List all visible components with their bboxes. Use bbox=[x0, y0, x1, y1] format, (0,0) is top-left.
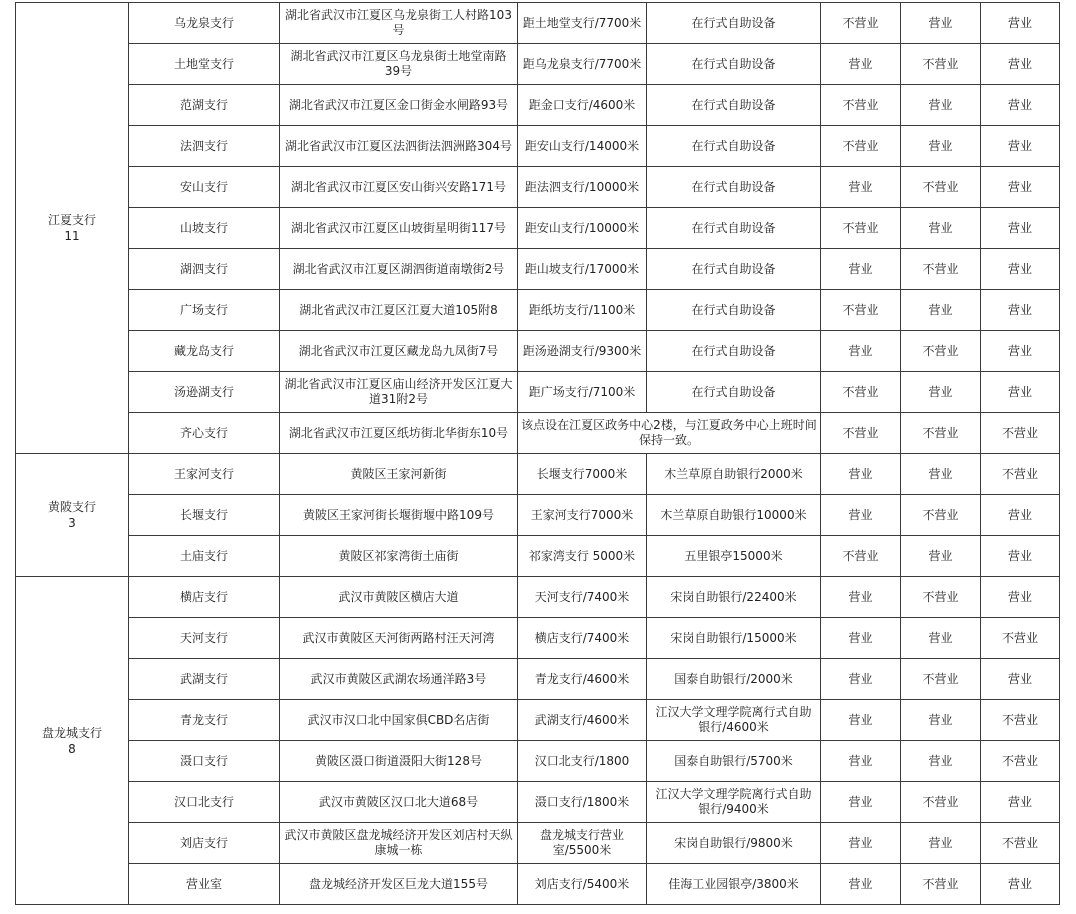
address-cell: 武汉市汉口北中国家俱CBD名店街 bbox=[280, 700, 518, 741]
status-cell: 营业 bbox=[821, 331, 901, 372]
status-cell: 不营业 bbox=[901, 864, 981, 905]
status-cell: 营业 bbox=[901, 372, 981, 413]
address-cell: 黄陂区滠口街道滠阳大街128号 bbox=[280, 741, 518, 782]
note-cell: 该点设在江夏区政务中心2楼，与江夏政务中心上班时间保持一致。 bbox=[518, 413, 821, 454]
branch-name-cell: 王家河支行 bbox=[129, 454, 280, 495]
status-cell: 营业 bbox=[901, 823, 981, 864]
address-cell: 湖北省武汉市江夏区乌龙泉街土地堂南路39号 bbox=[280, 44, 518, 85]
branch-name-cell: 湖泗支行 bbox=[129, 249, 280, 290]
address-cell: 黄陂区王家河新街 bbox=[280, 454, 518, 495]
status-cell: 营业 bbox=[981, 331, 1060, 372]
branch-name-cell: 汤逊湖支行 bbox=[129, 372, 280, 413]
table-row bbox=[16, 167, 1060, 208]
branch-name-cell: 藏龙岛支行 bbox=[129, 331, 280, 372]
address-cell: 湖北省武汉市江夏区金口街金水闸路93号 bbox=[280, 85, 518, 126]
status-cell: 营业 bbox=[901, 618, 981, 659]
atm-cell: 佳海工业园银亭/3800米 bbox=[647, 864, 821, 905]
group-name: 盘龙城支行 bbox=[41, 725, 102, 740]
nearest-branch-cell: 青龙支行/4600米 bbox=[518, 659, 647, 700]
branch-name-cell: 长堰支行 bbox=[129, 495, 280, 536]
nearest-branch-cell: 距土地堂支行/7700米 bbox=[518, 3, 647, 44]
status-cell: 营业 bbox=[981, 208, 1060, 249]
nearest-branch-cell: 距山坡支行/17000米 bbox=[518, 249, 647, 290]
status-cell: 不营业 bbox=[901, 249, 981, 290]
status-cell: 营业 bbox=[821, 782, 901, 823]
table-row bbox=[16, 85, 1060, 126]
branch-name-cell: 营业室 bbox=[129, 864, 280, 905]
status-cell: 不营业 bbox=[821, 3, 901, 44]
atm-cell: 在行式自助设备 bbox=[647, 126, 821, 167]
group-count: 8 bbox=[68, 741, 76, 756]
atm-cell: 在行式自助设备 bbox=[647, 372, 821, 413]
table-row bbox=[16, 700, 1060, 741]
status-cell: 营业 bbox=[981, 372, 1060, 413]
status-cell: 不营业 bbox=[901, 413, 981, 454]
status-cell: 不营业 bbox=[981, 823, 1060, 864]
branch-name-cell: 武湖支行 bbox=[129, 659, 280, 700]
address-cell: 湖北省武汉市江夏区安山街兴安路171号 bbox=[280, 167, 518, 208]
address-cell: 湖北省武汉市江夏区江夏大道105附8 bbox=[280, 290, 518, 331]
branch-name-cell: 天河支行 bbox=[129, 618, 280, 659]
branch-name-cell: 土庙支行 bbox=[129, 536, 280, 577]
status-cell: 营业 bbox=[821, 577, 901, 618]
atm-cell: 在行式自助设备 bbox=[647, 3, 821, 44]
table-body bbox=[16, 3, 1060, 905]
table-row bbox=[16, 495, 1060, 536]
atm-cell: 五里银亭15000米 bbox=[647, 536, 821, 577]
status-cell: 营业 bbox=[981, 495, 1060, 536]
status-cell: 营业 bbox=[821, 495, 901, 536]
atm-cell: 江汉大学文理学院离行式自助银行/4600米 bbox=[647, 700, 821, 741]
address-cell: 黄陂区祁家湾街土庙街 bbox=[280, 536, 518, 577]
address-cell: 武汉市黄陂区武湖农场通洋路3号 bbox=[280, 659, 518, 700]
table-row bbox=[16, 249, 1060, 290]
atm-cell: 在行式自助设备 bbox=[647, 85, 821, 126]
status-cell: 营业 bbox=[901, 126, 981, 167]
group-count: 3 bbox=[68, 516, 76, 530]
status-cell: 营业 bbox=[901, 536, 981, 577]
group-count: 11 bbox=[64, 229, 80, 243]
status-cell: 不营业 bbox=[821, 372, 901, 413]
nearest-branch-cell: 王家河支行7000米 bbox=[518, 495, 647, 536]
branch-name-cell: 横店支行 bbox=[129, 577, 280, 618]
status-cell: 营业 bbox=[901, 290, 981, 331]
status-cell: 不营业 bbox=[901, 577, 981, 618]
address-cell: 湖北省武汉市江夏区藏龙岛九凤街7号 bbox=[280, 331, 518, 372]
status-cell: 营业 bbox=[981, 249, 1060, 290]
atm-cell: 宋岗自助银行/15000米 bbox=[647, 618, 821, 659]
status-cell: 营业 bbox=[821, 167, 901, 208]
status-cell: 不营业 bbox=[901, 659, 981, 700]
group-cell bbox=[16, 454, 129, 577]
status-cell: 营业 bbox=[821, 44, 901, 85]
status-cell: 营业 bbox=[981, 782, 1060, 823]
status-cell: 不营业 bbox=[981, 413, 1060, 454]
nearest-branch-cell: 距法泗支行/10000米 bbox=[518, 167, 647, 208]
nearest-branch-cell: 距安山支行/14000米 bbox=[518, 126, 647, 167]
table-row bbox=[16, 44, 1060, 85]
table-row bbox=[16, 208, 1060, 249]
status-cell: 营业 bbox=[981, 44, 1060, 85]
status-cell: 营业 bbox=[981, 536, 1060, 577]
table-row bbox=[16, 577, 1060, 618]
atm-cell: 国泰自助银行/2000米 bbox=[647, 659, 821, 700]
table-row bbox=[16, 536, 1060, 577]
address-cell: 黄陂区王家河街长堰街堰中路109号 bbox=[280, 495, 518, 536]
branch-name-cell: 乌龙泉支行 bbox=[129, 3, 280, 44]
status-cell: 不营业 bbox=[901, 167, 981, 208]
branch-name-cell: 滠口支行 bbox=[129, 741, 280, 782]
status-cell: 营业 bbox=[981, 577, 1060, 618]
nearest-branch-cell: 汉口北支行/1800 bbox=[518, 741, 647, 782]
nearest-branch-cell: 长堰支行7000米 bbox=[518, 454, 647, 495]
table-row bbox=[16, 290, 1060, 331]
status-cell: 营业 bbox=[901, 85, 981, 126]
status-cell: 不营业 bbox=[901, 44, 981, 85]
status-cell: 不营业 bbox=[981, 618, 1060, 659]
nearest-branch-cell: 距纸坊支行/1100米 bbox=[518, 290, 647, 331]
status-cell: 营业 bbox=[901, 454, 981, 495]
branch-name-cell: 青龙支行 bbox=[129, 700, 280, 741]
branch-name-cell: 山坡支行 bbox=[129, 208, 280, 249]
branch-name-cell: 齐心支行 bbox=[129, 413, 280, 454]
status-cell: 不营业 bbox=[821, 85, 901, 126]
status-cell: 不营业 bbox=[981, 741, 1060, 782]
group-cell bbox=[16, 3, 129, 454]
atm-cell: 在行式自助设备 bbox=[647, 249, 821, 290]
status-cell: 营业 bbox=[901, 741, 981, 782]
group-cell bbox=[16, 577, 129, 905]
status-cell: 营业 bbox=[981, 3, 1060, 44]
status-cell: 不营业 bbox=[901, 782, 981, 823]
address-cell: 武汉市黄陂区盘龙城经济开发区刘店村天纵康城一栋 bbox=[280, 823, 518, 864]
status-cell: 不营业 bbox=[981, 454, 1060, 495]
nearest-branch-cell: 滠口支行/1800米 bbox=[518, 782, 647, 823]
table-row bbox=[16, 413, 1060, 454]
status-cell: 不营业 bbox=[821, 290, 901, 331]
status-cell: 营业 bbox=[821, 823, 901, 864]
status-cell: 不营业 bbox=[981, 700, 1060, 741]
atm-cell: 宋岗自助银行/22400米 bbox=[647, 577, 821, 618]
status-cell: 营业 bbox=[821, 864, 901, 905]
table-row bbox=[16, 454, 1060, 495]
address-cell: 武汉市黄陂区横店大道 bbox=[280, 577, 518, 618]
nearest-branch-cell: 刘店支行/5400米 bbox=[518, 864, 647, 905]
table-row bbox=[16, 782, 1060, 823]
group-name: 江夏支行 bbox=[47, 213, 96, 227]
atm-cell: 木兰草原自助银行10000米 bbox=[647, 495, 821, 536]
status-cell: 营业 bbox=[981, 659, 1060, 700]
address-cell: 湖北省武汉市江夏区庙山经济开发区江夏大道31附2号 bbox=[280, 372, 518, 413]
status-cell: 营业 bbox=[821, 659, 901, 700]
atm-cell: 在行式自助设备 bbox=[647, 208, 821, 249]
table-row bbox=[16, 741, 1060, 782]
status-cell: 营业 bbox=[981, 85, 1060, 126]
nearest-branch-cell: 横店支行/7400米 bbox=[518, 618, 647, 659]
status-cell: 营业 bbox=[901, 208, 981, 249]
branch-name-cell: 安山支行 bbox=[129, 167, 280, 208]
status-cell: 营业 bbox=[901, 3, 981, 44]
address-cell: 武汉市黄陂区汉口北大道68号 bbox=[280, 782, 518, 823]
table-row bbox=[16, 618, 1060, 659]
status-cell: 不营业 bbox=[821, 208, 901, 249]
branch-table bbox=[15, 2, 1060, 905]
nearest-branch-cell: 盘龙城支行营业室/5500米 bbox=[518, 823, 647, 864]
nearest-branch-cell: 天河支行/7400米 bbox=[518, 577, 647, 618]
table-row bbox=[16, 126, 1060, 167]
branch-name-cell: 土地堂支行 bbox=[129, 44, 280, 85]
table-row bbox=[16, 3, 1060, 44]
table-row bbox=[16, 659, 1060, 700]
table-row bbox=[16, 372, 1060, 413]
branch-name-cell: 刘店支行 bbox=[129, 823, 280, 864]
nearest-branch-cell: 祁家湾支行 5000米 bbox=[518, 536, 647, 577]
status-cell: 营业 bbox=[821, 618, 901, 659]
status-cell: 不营业 bbox=[901, 331, 981, 372]
nearest-branch-cell: 距汤逊湖支行/9300米 bbox=[518, 331, 647, 372]
status-cell: 营业 bbox=[821, 700, 901, 741]
nearest-branch-cell: 武湖支行/4600米 bbox=[518, 700, 647, 741]
table-row bbox=[16, 864, 1060, 905]
status-cell: 不营业 bbox=[821, 413, 901, 454]
branch-name-cell: 汉口北支行 bbox=[129, 782, 280, 823]
status-cell: 营业 bbox=[981, 126, 1060, 167]
nearest-branch-cell: 距安山支行/10000米 bbox=[518, 208, 647, 249]
nearest-branch-cell: 距乌龙泉支行/7700米 bbox=[518, 44, 647, 85]
address-cell: 湖北省武汉市江夏区纸坊街北华街东10号 bbox=[280, 413, 518, 454]
address-cell: 湖北省武汉市江夏区法泗街法泗洲路304号 bbox=[280, 126, 518, 167]
status-cell: 营业 bbox=[981, 864, 1060, 905]
address-cell: 盘龙城经济开发区巨龙大道155号 bbox=[280, 864, 518, 905]
table-row bbox=[16, 823, 1060, 864]
atm-cell: 江汉大学文理学院离行式自助银行/9400米 bbox=[647, 782, 821, 823]
table-row bbox=[16, 331, 1060, 372]
group-name: 黄陂支行 bbox=[47, 500, 96, 514]
branch-name-cell: 范湖支行 bbox=[129, 85, 280, 126]
status-cell: 营业 bbox=[901, 700, 981, 741]
branch-name-cell: 法泗支行 bbox=[129, 126, 280, 167]
status-cell: 不营业 bbox=[821, 126, 901, 167]
status-cell: 不营业 bbox=[821, 536, 901, 577]
atm-cell: 在行式自助设备 bbox=[647, 331, 821, 372]
status-cell: 营业 bbox=[821, 741, 901, 782]
atm-cell: 在行式自助设备 bbox=[647, 290, 821, 331]
status-cell: 营业 bbox=[821, 454, 901, 495]
branch-name-cell: 广场支行 bbox=[129, 290, 280, 331]
address-cell: 湖北省武汉市江夏区山坡街星明街117号 bbox=[280, 208, 518, 249]
atm-cell: 在行式自助设备 bbox=[647, 167, 821, 208]
status-cell: 营业 bbox=[981, 167, 1060, 208]
nearest-branch-cell: 距广场支行/7100米 bbox=[518, 372, 647, 413]
atm-cell: 木兰草原自助银行2000米 bbox=[647, 454, 821, 495]
status-cell: 不营业 bbox=[901, 495, 981, 536]
address-cell: 湖北省武汉市江夏区湖泗街道南墩街2号 bbox=[280, 249, 518, 290]
atm-cell: 国泰自助银行/5700米 bbox=[647, 741, 821, 782]
address-cell: 武汉市黄陂区天河街两路村汪天河湾 bbox=[280, 618, 518, 659]
status-cell: 营业 bbox=[981, 290, 1060, 331]
status-cell: 营业 bbox=[821, 249, 901, 290]
nearest-branch-cell: 距金口支行/4600米 bbox=[518, 85, 647, 126]
atm-cell: 宋岗自助银行/9800米 bbox=[647, 823, 821, 864]
address-cell: 湖北省武汉市江夏区乌龙泉街工人村路103号 bbox=[280, 3, 518, 44]
atm-cell: 在行式自助设备 bbox=[647, 44, 821, 85]
